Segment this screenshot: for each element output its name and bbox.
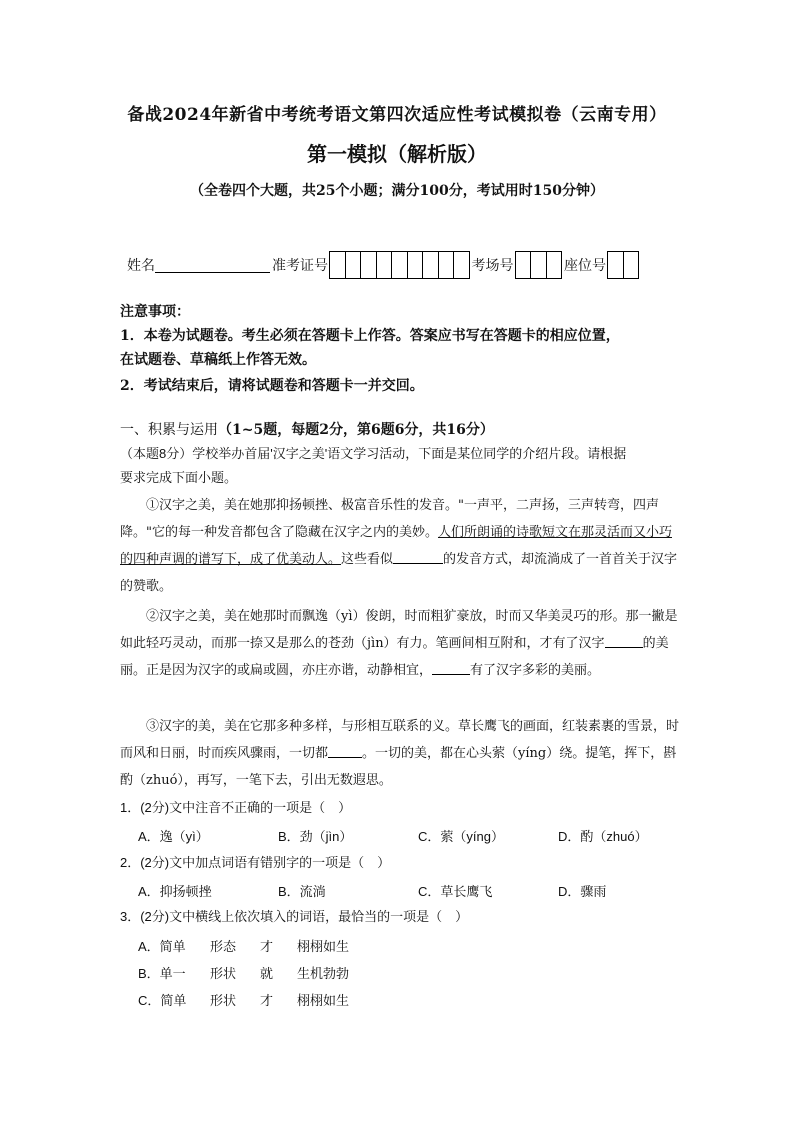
question-2-stem: 2．(2分)文中加点词语有错别字的一项是（ ） — [120, 855, 391, 870]
notice-item-2: 2．考试结束后，请将试题卷和答题卡一并交回。 — [120, 378, 424, 394]
underlined-sentence: 人们所朗诵的诗歌短文在那灵活而又小巧的四种声调的谱写下，成了优美动人。 — [120, 525, 672, 567]
candidate-info-row — [127, 250, 641, 280]
fill-blank-1 — [393, 549, 443, 564]
fill-blank-2 — [605, 633, 643, 648]
section-intro-1: （本题8分）学校举办首届'汉字之美'语文学习活动，下面是某位同学的介绍片段。请根据 — [120, 446, 627, 461]
option-d[interactable]: D．骤雨 — [558, 884, 607, 899]
section-heading-main: 一、积累与运用 — [120, 422, 218, 438]
notice-heading: 注意事项： — [120, 304, 190, 320]
passage-paragraph-1: ①汉字之美，美在她那抑扬顿挫、极富音乐性的发音。"一声平，二声扬，三声转弯，四声降。"它的每一种发音都包含了隐藏在汉字之内的美妙。人们所朗诵的诗歌短文在那灵活而又小巧的四种声调的谱写下，成了优美动人。这些看似 的发音方式，却流淌成了一首首关于汉字的赞歌。 — [120, 498, 678, 594]
section-intro-2: 要求完成下面小题。 — [120, 470, 238, 485]
seat-label: 座位号 — [564, 258, 606, 274]
exam-id-label: 准考证号 — [272, 258, 328, 274]
option-a[interactable]: A．逸（yì） — [138, 829, 209, 844]
seat-boxes[interactable] — [608, 251, 639, 279]
option-d[interactable]: D．酌（zhuó） — [558, 829, 648, 844]
room-label: 考场号 — [471, 258, 514, 274]
passage-paragraph-2: ②汉字之美，美在她那时而飘逸（yì）俊朗，时而粗犷豪放，时而又华美灵巧的形。那一撇是如此轻巧灵动，而那一捺又是那么的苍劲（jìn）有力。笔画间相互附和，才有了汉字 的美丽。正是因为汉字的或扁或圆，亦庄亦谐，动静相宜， 有了汉字多彩的美丽。 — [120, 609, 678, 678]
question-1-stem: 1．(2分)文中注音不正确的一项是（ ） — [120, 800, 352, 815]
exam-id-boxes[interactable] — [330, 251, 470, 279]
exam-title: 备战2024年新省中考统考语文第四次适应性考试模拟卷（云南专用） — [127, 105, 667, 125]
name-label: 姓名 — [127, 258, 155, 274]
exam-subtitle: 第一模拟（解析版） — [307, 142, 487, 166]
question-3-option-a[interactable]: A．简单 形态 才 栩栩如生 — [138, 939, 350, 954]
option-b[interactable]: B．劲（jìn） — [278, 829, 353, 844]
question-2-options — [138, 881, 698, 900]
section-heading — [120, 418, 680, 442]
option-c[interactable]: C．萦（yíng） — [418, 829, 504, 844]
question-3-option-b[interactable]: B．单一 形状 就 生机勃勃 — [138, 966, 350, 981]
passage-paragraph-3: ③汉字的美，美在它那多种多样，与形相互联系的义。草长鹰飞的画面，红装素裹的雪景，时而风和日丽，时而疾风骤雨，一切都 。一切的美，都在心头萦（yíng）绕。提笔，挥下，斟酌（zhuó），再写，一笔下去，引出无数遐思。 — [120, 719, 680, 788]
question-3-stem: 3．(2分)文中横线上依次填入的词语，最恰当的一项是（ ） — [120, 909, 469, 924]
room-boxes[interactable] — [516, 251, 563, 279]
question-3-option-c[interactable]: C．简单 形状 才 栩栩如生 — [138, 993, 350, 1008]
question-1-options — [138, 826, 698, 845]
option-c[interactable]: C．草长鹰飞 — [418, 884, 493, 899]
fill-blank-4 — [328, 743, 362, 758]
notice-item-1b: 在试题卷、草稿纸上作答无效。 — [120, 352, 316, 368]
name-field[interactable] — [155, 258, 270, 273]
option-b[interactable]: B．流淌 — [278, 884, 326, 899]
exam-note: （全卷四个大题，共25个小题；满分100分，考试用时150分钟） — [190, 183, 604, 199]
fill-blank-3 — [432, 660, 470, 675]
section-heading-detail: （1~5题，每题2分，第6题6分，共16分） — [218, 422, 494, 438]
option-a[interactable]: A．抑扬顿挫 — [138, 884, 212, 899]
notice-item-1a: 1．本卷为试题卷。考生必须在答题卡上作答。答案应书写在答题卡的相应位置， — [120, 328, 620, 344]
